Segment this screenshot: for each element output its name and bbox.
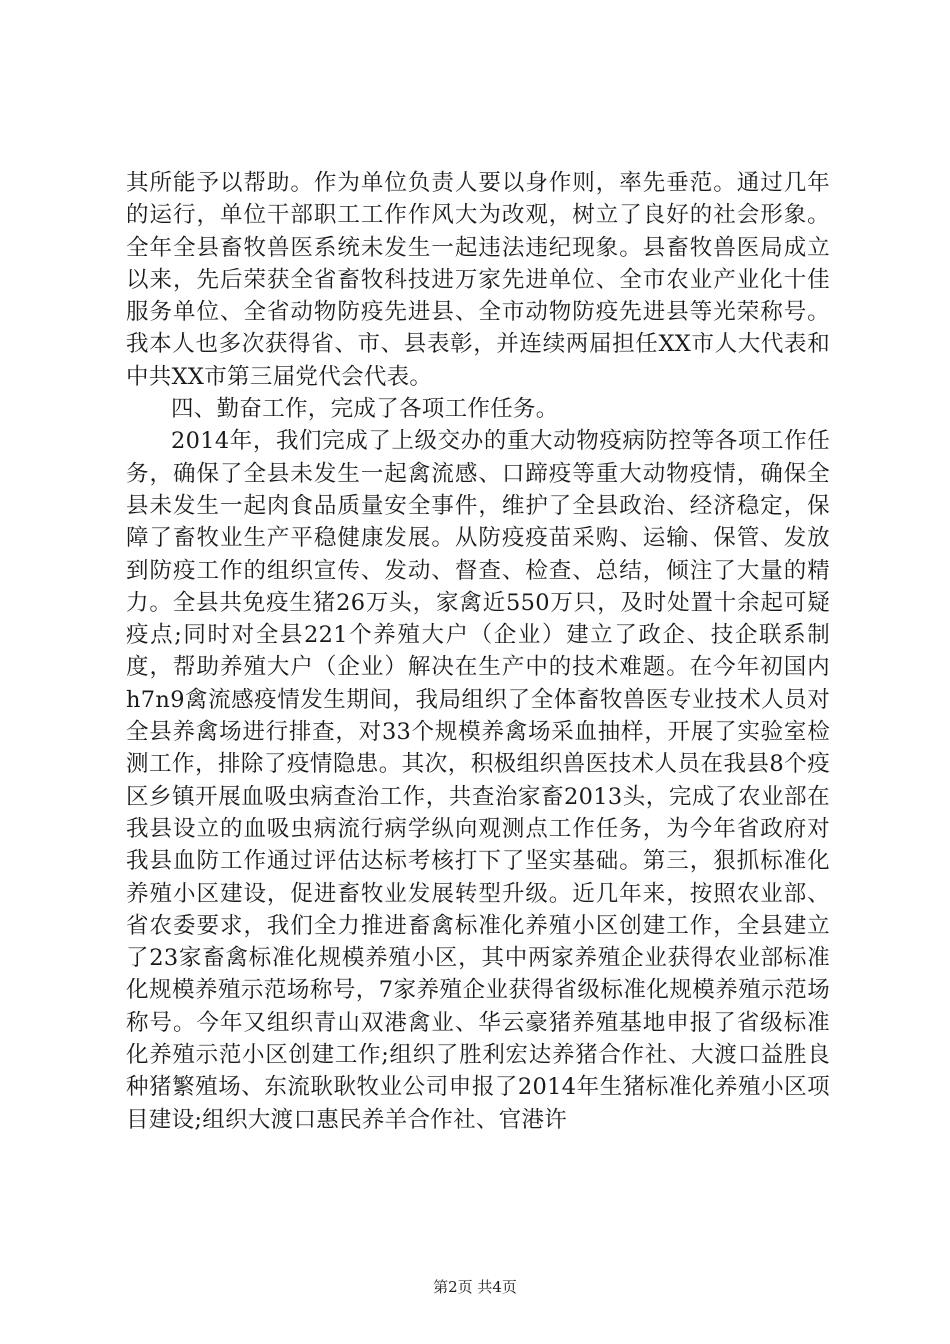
- page-number-footer: 第2页 共4页: [433, 1278, 517, 1296]
- paragraph-continuation: 其所能予以帮助。作为单位负责人要以身作则，率先垂范。通过几年的运行，单位干部职工工作作风大为改观，树立了良好的社会形象。全年全县畜牧兽医系统未发生一起违法违纪现象。县畜牧兽医局成立以来，先后荣获全省畜牧科技进万家先进单位、全市农业产业化十佳服务单位、全省动物防疫先进县、全市动物防疫先进县等光荣称号。我本人也多次获得省、市、县表彰，并连续两届担任XX市人大代表和中共XX市第三届党代会代表。: [126, 170, 830, 390]
- document-body: [126, 167, 830, 1136]
- section-heading: 四、勤奋工作，完成了各项工作任务。: [171, 396, 559, 423]
- paragraph-work-summary: 2014年，我们完成了上级交办的重大动物疫病防控等各项工作任务，确保了全县未发生一起禽流感、口蹄疫等重大动物疫情，确保全县未发生一起肉食品质量安全事件，维护了全县政治、经济稳定，保障了畜牧业生产平稳健康发展。从防疫疫苗采购、运输、保管、发放到防疫工作的组织宣传、发动、督查、检查、总结，倾注了大量的精力。全县共免疫生猪26万头，家禽近550万只，及时处置十余起可疑疫点;同时对全县221个养殖大户（企业）建立了政企、技企联系制度，帮助养殖大户（企业）解决在生产中的技术难题。在今年初国内h7n9禽流感疫情发生期间，我局组织了全体畜牧兽医专业技术人员对全县养禽场进行排查，对33个规模养禽场采血抽样，开展了实验室检测工作，排除了疫情隐患。其次，积极组织兽医技术人员在我县8个疫区乡镇开展血吸虫病查治工作，共查治家畜2013头，完成了农业部在我县设立的血吸虫病流行病学纵向观测点工作任务，为今年省政府对我县血防工作通过评估达标考核打下了坚实基础。第三，狠抓标准化养殖小区建设，促进畜牧业发展转型升级。近几年来，按照农业部、省农委要求，我们全力推进畜禽标准化养殖小区创建工作，全县建立了23家畜禽标准化规模养殖小区，其中两家养殖企业获得农业部标准化规模养殖示范场称号，7家养殖企业获得省级标准化规模养殖示范场称号。今年又组织青山双港禽业、华云豪猪养殖基地申报了省级标准化养殖示范小区创建工作;组织了胜利宏达养猪合作社、大渡口益胜良种猪繁殖场、东流耿耿牧业公司申报了2014年生猪标准化养殖小区项目建设;组织大渡口惠民养羊合作社、官港许: [126, 428, 830, 1133]
